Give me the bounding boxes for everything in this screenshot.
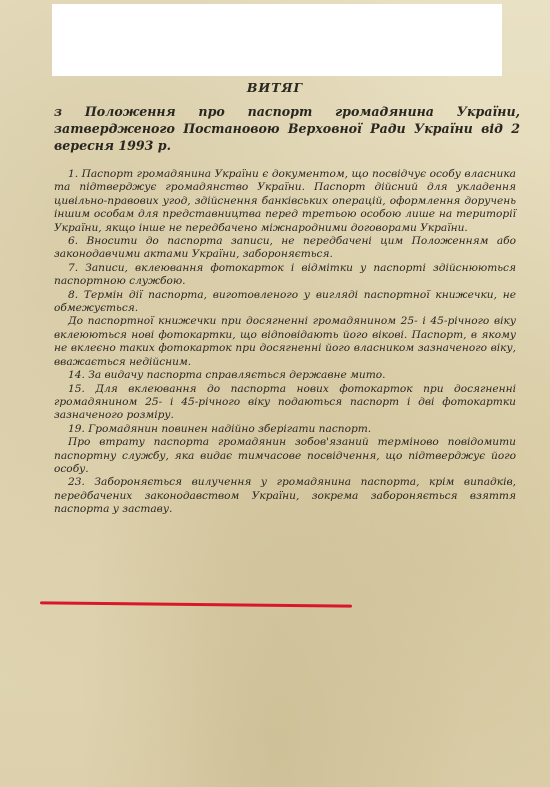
document-intro: з Положення про паспорт громадянина України, затвердженого Постановою Верховної Ради України від 2 вересня 1993 р. (54, 104, 520, 153)
paragraph-7: 7. Записи, вклеювання фотокарток і відмітки у паспорті здійснюються паспортною службою. (54, 261, 516, 288)
paragraph-6: 6. Вносити до паспорта записи, не передбачені цим Положенням або законодавчими актами України, забороняється. (54, 235, 516, 261)
paragraph-1: 1. Паспорт громадянина України є документом, що посвідчує особу власника та підтверджує громадянство України. Паспорт дійсний для укладення цивільно-правових угод, здійснення банківських операцій, оформлення доручень іншим особам для представництва перед третьою особою лише на території України, якщо інше не передбачено міжнародними договорами України. (54, 168, 516, 234)
red-underline-mark (40, 601, 352, 607)
paragraph-8-cont: До паспортної книжечки при досягненні громадянином 25- і 45-річного віку вклеюються нові фотокартки, що відповідають його вікові. Паспорт, в якому не вклеєно таких фотокарток при досягненні його власником зазначеного віку, вважається недійсним. (54, 315, 516, 368)
document-body (54, 168, 516, 517)
paragraph-8: 8. Термін дії паспорта, виготовленого у вигляді паспортної книжечки, не обмежується. (54, 288, 516, 315)
redacted-header-area (52, 4, 502, 76)
paragraph-19: 19. Громадянин повинен надійно зберігати паспорт. (68, 422, 372, 435)
document-title: ВИТЯГ (246, 80, 304, 95)
paragraph-19-cont: Про втрату паспорта громадянин зобов'язаний терміново повідомити паспортну службу, яка видає тимчасове посвідчення, що підтверджує його особу. (54, 436, 516, 475)
paragraph-15: 15. Для вклеювання до паспорта нових фотокарток при досягненні громадянином 25- і 45-річного віку подаються паспорт і дві фотокартки зазначеного розміру. (54, 382, 516, 422)
paragraph-23: 23. Забороняється вилучення у громадянина паспорта, крім випадків, передбачених законодавством України, зокрема забороняється взяття паспорта у заставу. (54, 476, 516, 516)
paragraph-14: 14. За видачу паспорта справляється державне мито. (68, 369, 386, 382)
